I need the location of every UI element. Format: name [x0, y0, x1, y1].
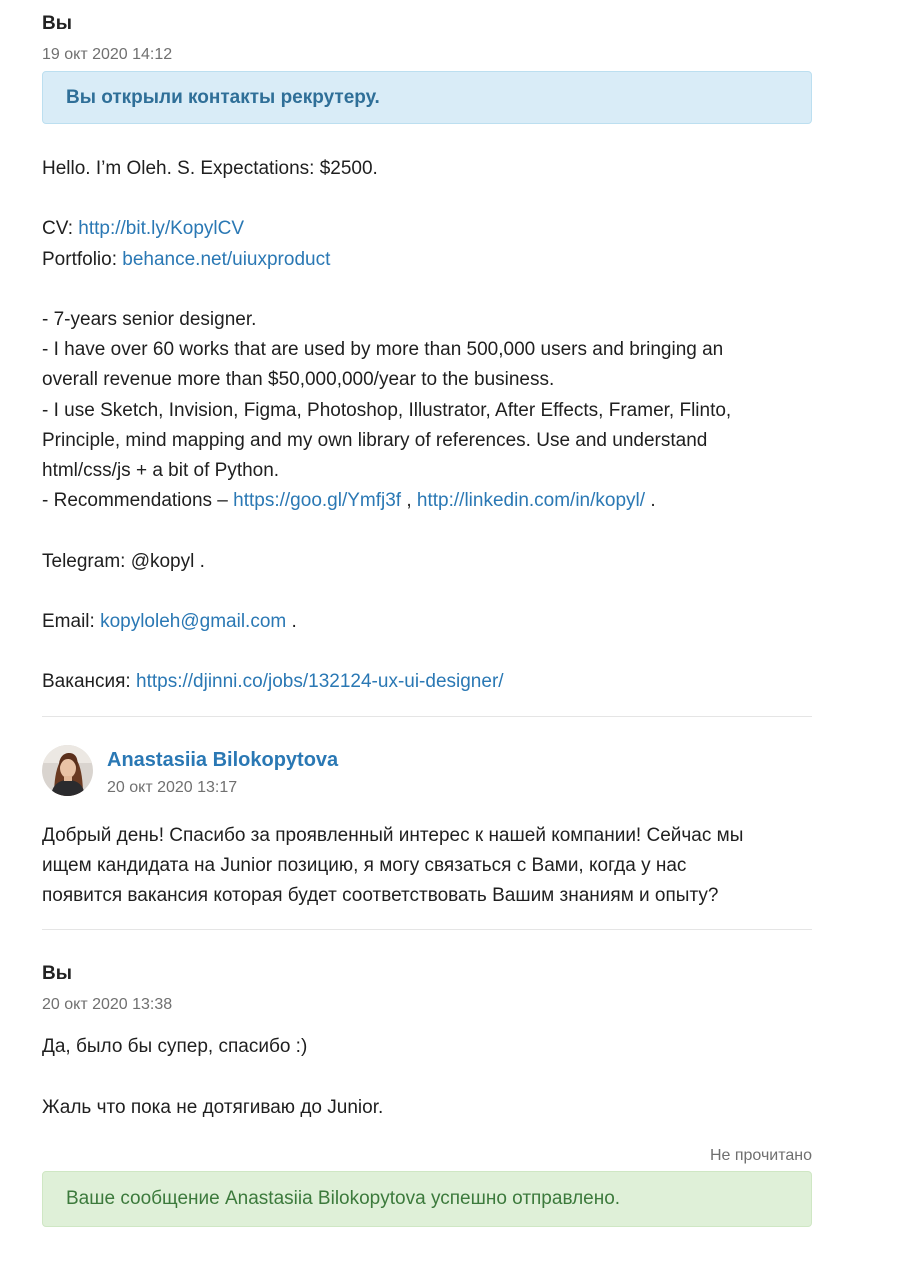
message-recruiter — [42, 745, 812, 912]
blank-line — [42, 637, 812, 667]
recommendations-label: - Recommendations – — [42, 490, 234, 512]
message-sent-notice: Ваше сообщение Anastasiia Bilokopytova успешно отправлено. — [42, 1171, 812, 1227]
message-timestamp: 20 окт 2020 13:17 — [107, 778, 238, 796]
line-end: . — [645, 490, 656, 512]
email-line — [42, 607, 812, 637]
separator: , — [401, 490, 417, 512]
blank-line — [42, 516, 812, 546]
blank-line — [42, 184, 812, 214]
cv-link[interactable]: http://bit.ly/KopylCV — [78, 218, 245, 240]
vacancy-link[interactable]: https://djinni.co/jobs/132124-ux-ui-designer/ — [136, 671, 504, 693]
message-divider — [42, 716, 812, 717]
body-line: - I use Sketch, Invision, Figma, Photoshop, Illustrator, After Effects, Framer, Flinto, — [42, 399, 732, 421]
body-line: Hello. I’m Oleh. S. Expectations: $2500. — [42, 158, 378, 179]
message-divider — [42, 929, 812, 930]
message-thread — [42, 0, 812, 1227]
recommendation-link-2[interactable]: http://linkedin.com/in/kopyl/ — [416, 490, 646, 512]
cv-line — [42, 214, 812, 244]
body-line: Principle, mind mapping and my own library of references. Use and understand — [42, 429, 708, 451]
email-label: Email: — [42, 610, 101, 632]
message-own-1 — [42, 12, 812, 698]
body-line: html/css/js + a bit of Python. — [42, 460, 280, 481]
blank-line — [42, 275, 812, 305]
body-line: - 7-years senior designer. — [42, 308, 257, 330]
portfolio-link[interactable]: behance.net/uiuxproduct — [122, 248, 331, 270]
vacancy-line — [42, 667, 812, 697]
avatar-portrait-icon — [42, 745, 93, 796]
body-line: - I have over 60 works that are used by more than 500,000 users and bringing an — [42, 339, 724, 361]
message-author: Вы — [42, 963, 72, 985]
recommendation-link-1[interactable]: https://goo.gl/Ymfj3f — [233, 490, 402, 512]
vacancy-label: Вакансия: — [42, 671, 136, 693]
message-body — [42, 154, 812, 698]
body-line: появится вакансия которая будет соответствовать Вашим знаниям и опыту? — [42, 884, 719, 906]
body-line: Да, было бы супер, спасибо :) — [42, 1036, 308, 1058]
body-line: Добрый день! Спасибо за проявленный интерес к нашей компании! Сейчас мы — [42, 824, 744, 846]
author-name-link[interactable]: Anastasiia Bilokopytova — [107, 748, 339, 771]
body-line: Жаль что пока не дотягиваю до Junior. — [42, 1096, 384, 1118]
message-body — [42, 1032, 812, 1123]
read-status: Не прочитано — [709, 1146, 812, 1164]
telegram-line: Telegram: @kopyl . — [42, 550, 205, 572]
message-own-2 — [42, 962, 812, 1167]
contacts-opened-notice: Вы открыли контакты рекрутеру. — [42, 71, 812, 124]
avatar[interactable] — [42, 745, 93, 796]
line-end: . — [286, 610, 297, 632]
body-line: ищем кандидата на Junior позицию, я могу связаться с Вами, когда у нас — [42, 854, 687, 876]
blank-line — [42, 1062, 812, 1092]
message-header — [42, 745, 812, 799]
message-timestamp: 19 окт 2020 14:12 — [42, 46, 173, 63]
recommendations-line — [42, 486, 812, 516]
message-body — [42, 821, 812, 912]
body-line: overall revenue more than $50,000,000/year to the business. — [42, 369, 555, 391]
portfolio-line — [42, 245, 812, 275]
message-timestamp: 20 окт 2020 13:38 — [42, 996, 173, 1014]
cv-label: CV: — [42, 218, 79, 240]
message-meta — [107, 745, 338, 799]
portfolio-label: Portfolio: — [42, 248, 123, 270]
blank-line — [42, 577, 812, 607]
message-author: Вы — [42, 13, 72, 34]
email-link[interactable]: kopyloleh@gmail.com — [100, 610, 287, 632]
